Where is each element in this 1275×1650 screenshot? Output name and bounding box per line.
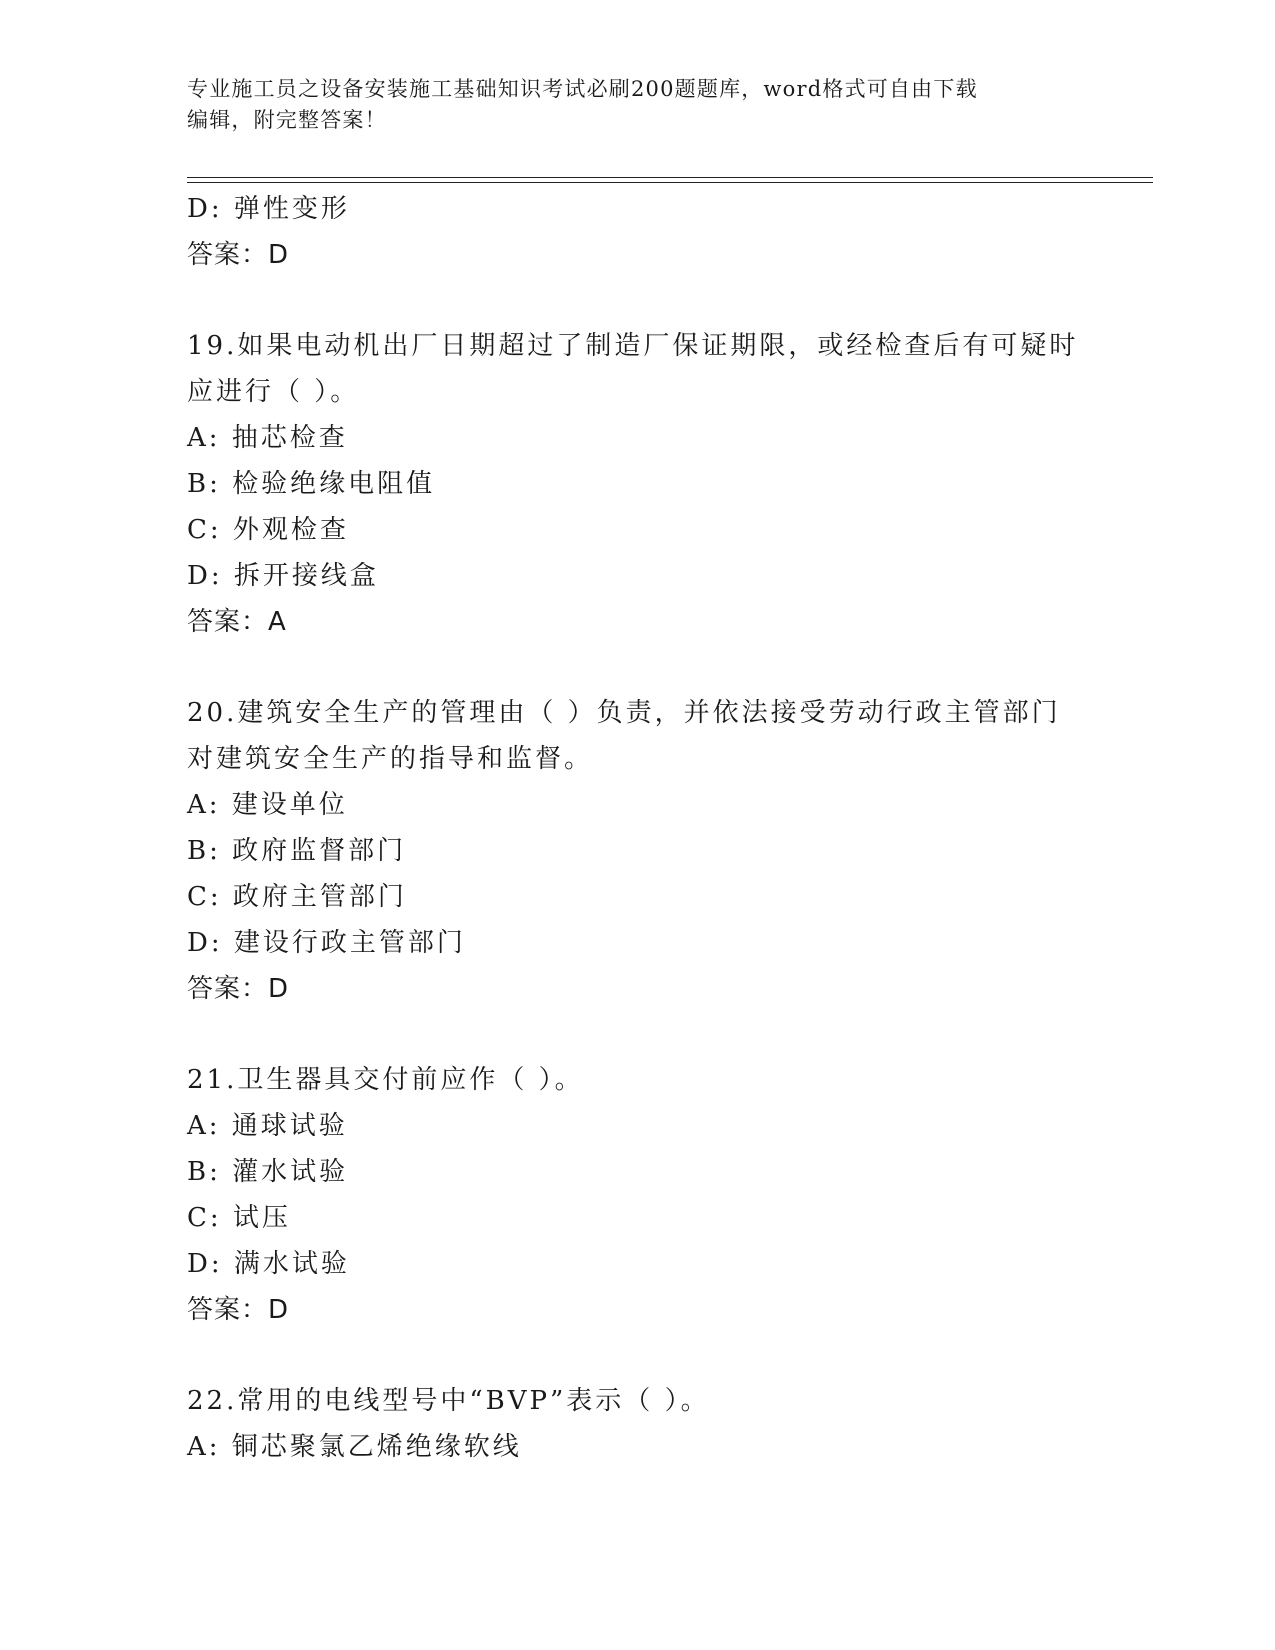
- answer-line: 答案：D: [187, 974, 290, 1004]
- spacer: [187, 1333, 1087, 1378]
- option-d: D: 弹性变形: [187, 194, 350, 224]
- document-header: [187, 74, 1067, 136]
- option-a: A: 铜芯聚氯乙烯绝缘软线: [187, 1432, 522, 1462]
- spacer: [187, 1012, 1087, 1057]
- question-20: [187, 690, 1087, 1012]
- option-c: C: 政府主管部门: [187, 882, 407, 912]
- question-stem-line: 对建筑安全生产的指导和监督。: [187, 744, 594, 774]
- header-divider-bottom: [187, 182, 1153, 183]
- header-divider-top: [187, 177, 1153, 178]
- question-21: [187, 1057, 1087, 1333]
- question-stem-line: 21.卫生器具交付前应作（ ）。: [187, 1065, 584, 1095]
- answer-line: 答案：D: [187, 1295, 290, 1325]
- question-19: [187, 323, 1087, 645]
- previous-question-tail: [187, 186, 1087, 278]
- option-a: A: 抽芯检查: [187, 423, 348, 453]
- spacer: [187, 645, 1087, 690]
- option-d: D: 拆开接线盒: [187, 561, 379, 591]
- header-title-line-2: 编辑，附完整答案！: [187, 108, 387, 132]
- header-title-line-1: 专业施工员之设备安装施工基础知识考试必刷200题题库，word格式可自由下载: [187, 77, 978, 101]
- spacer: [187, 278, 1087, 323]
- answer-line: 答案：A: [187, 607, 287, 637]
- option-c: C: 外观检查: [187, 515, 349, 545]
- question-stem-line: 应进行（ ）。: [187, 377, 360, 407]
- answer-line: 答案：D: [187, 240, 290, 270]
- option-d: D: 建设行政主管部门: [187, 928, 466, 958]
- option-a: A: 通球试验: [187, 1111, 348, 1141]
- option-d: D: 满水试验: [187, 1249, 350, 1279]
- option-b: B: 灌水试验: [187, 1157, 349, 1187]
- question-list: [187, 186, 1087, 1470]
- option-b: B: 检验绝缘电阻值: [187, 469, 436, 499]
- question-stem-line: 20.建筑安全生产的管理由（ ）负责，并依法接受劳动行政主管部门: [187, 698, 1061, 728]
- question-stem-line: 19.如果电动机出厂日期超过了制造厂保证期限，或经检查后有可疑时: [187, 331, 1079, 361]
- option-b: B: 政府监督部门: [187, 836, 407, 866]
- option-a: A: 建设单位: [187, 790, 348, 820]
- question-22: [187, 1378, 1087, 1470]
- option-c: C: 试压: [187, 1203, 291, 1233]
- question-stem-line: 22.常用的电线型号中“BVP”表示（ ）。: [187, 1386, 710, 1416]
